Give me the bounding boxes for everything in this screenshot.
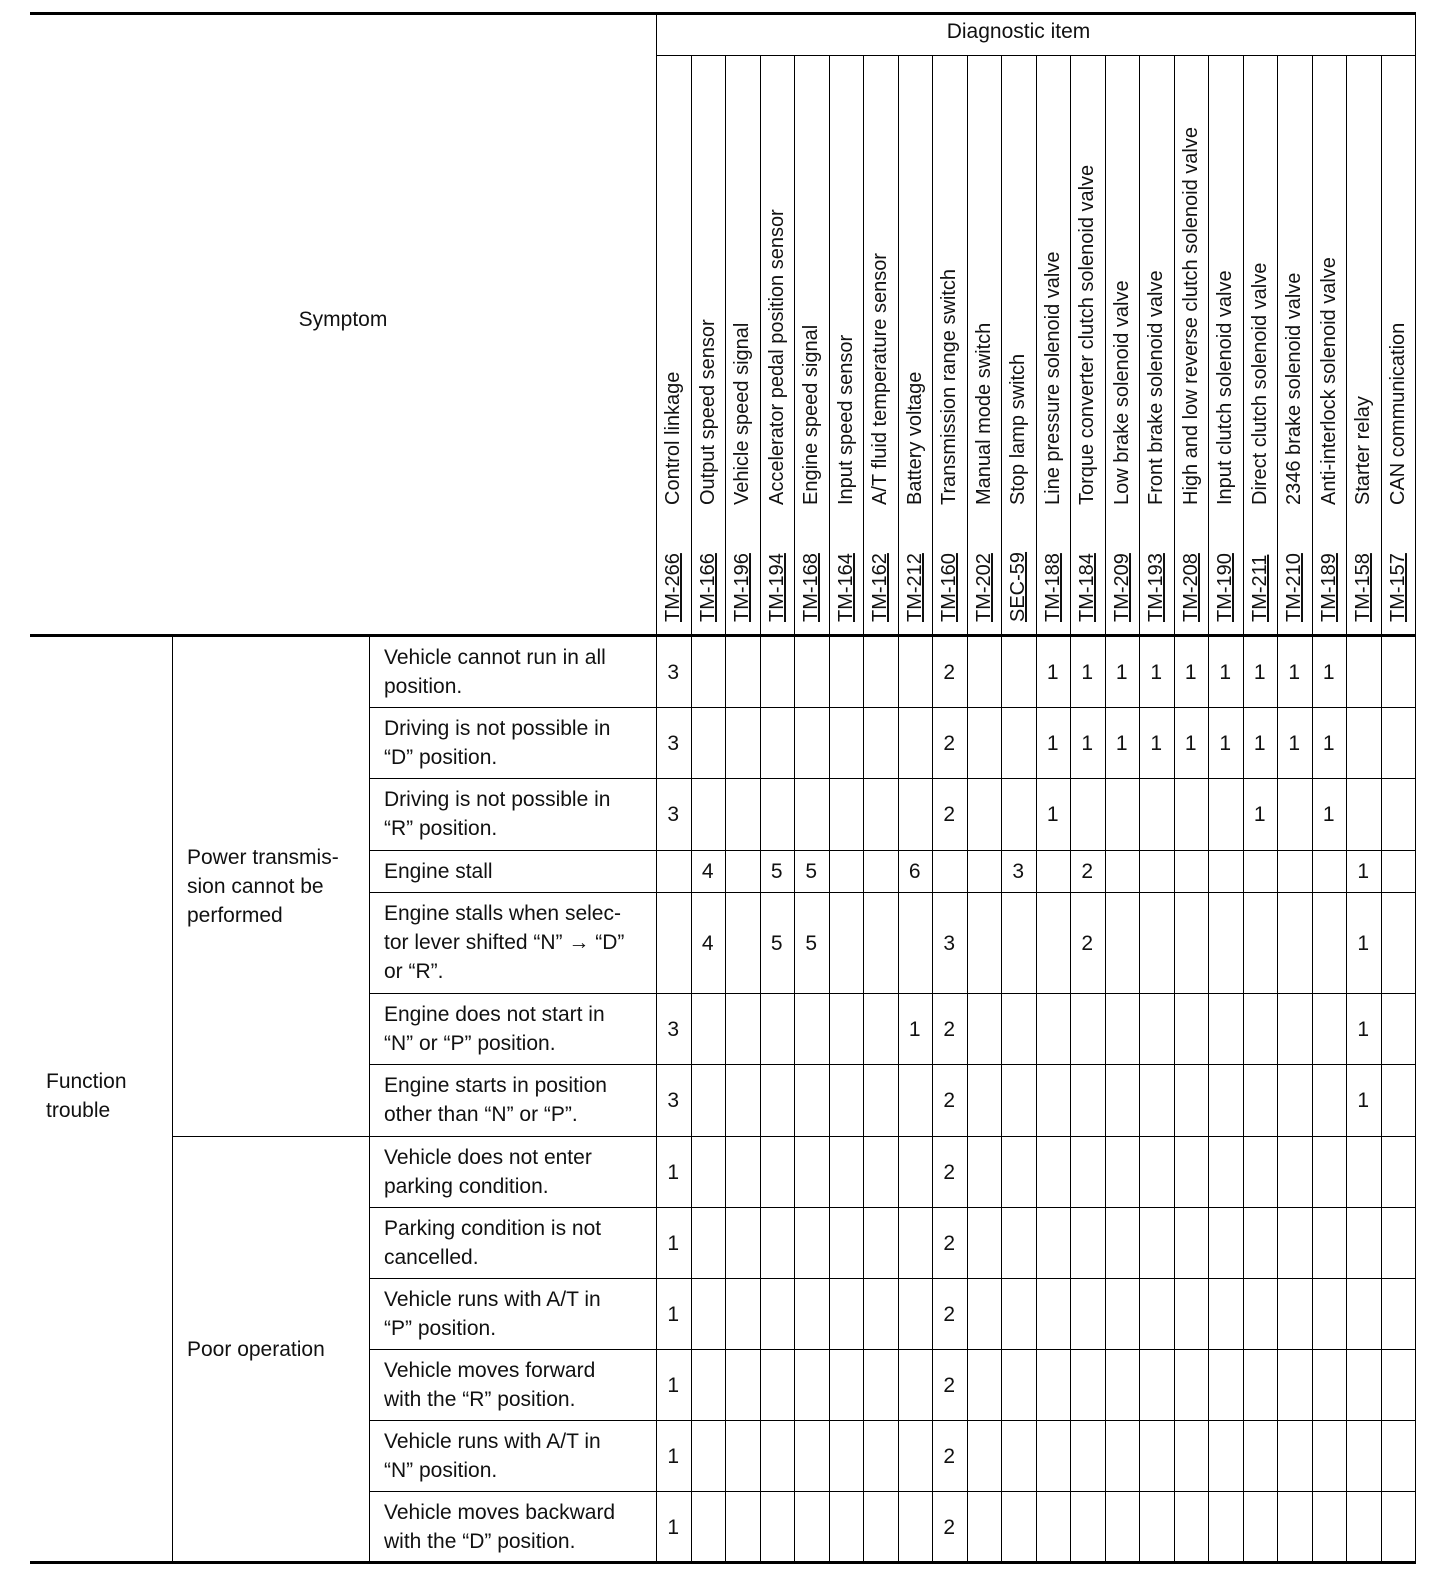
row-rule bbox=[369, 1207, 1416, 1208]
column-reference: TM-188 bbox=[1041, 553, 1064, 622]
column-rule bbox=[1001, 55, 1002, 1561]
cell-value: 4 bbox=[701, 931, 714, 955]
column-header: Line pressure solenoid valve bbox=[1041, 251, 1064, 505]
symptom-text: Vehicle does not enter bbox=[384, 1145, 592, 1169]
symptom-text: Vehicle cannot run in all bbox=[384, 645, 606, 669]
column-reference: TM-193 bbox=[1145, 553, 1168, 622]
cell-value: 1 bbox=[1081, 660, 1094, 684]
cell-value: 3 bbox=[1012, 860, 1025, 883]
symptom-text: position. bbox=[384, 674, 463, 698]
cell-value: 1 bbox=[667, 1231, 680, 1255]
cell-value: 1 bbox=[1357, 1089, 1370, 1112]
cell-value: 2 bbox=[943, 803, 956, 826]
symptom-text: Vehicle moves backward bbox=[384, 1500, 616, 1524]
cell-value: 1 bbox=[1357, 931, 1370, 955]
cell-value: 1 bbox=[667, 1302, 680, 1326]
category-label: Function bbox=[46, 1070, 127, 1093]
cell-value: 2 bbox=[943, 1089, 956, 1112]
cell-value: 1 bbox=[1288, 731, 1301, 755]
column-header: 2346 brake solenoid valve bbox=[1283, 272, 1306, 505]
cell-value: 1 bbox=[1150, 660, 1163, 684]
cell-value: 1 bbox=[1288, 660, 1301, 684]
column-header: Anti-interlock solenoid valve bbox=[1317, 257, 1340, 505]
column-reference: TM-196 bbox=[731, 553, 754, 622]
cell-value: 1 bbox=[1253, 803, 1266, 826]
column-rule bbox=[1139, 55, 1140, 1561]
cell-value: 2 bbox=[943, 731, 956, 755]
symptom-header: Symptom bbox=[298, 308, 388, 331]
cell-value: 3 bbox=[667, 1017, 680, 1041]
cell-value: 1 bbox=[667, 1515, 680, 1539]
row-rule bbox=[369, 778, 1416, 779]
cell-value: 1 bbox=[1115, 660, 1128, 684]
column-rule bbox=[967, 55, 968, 1561]
column-reference: TM-162 bbox=[869, 553, 892, 622]
symptom-text: Parking condition is not bbox=[384, 1216, 602, 1240]
cell-value: 1 bbox=[1253, 731, 1266, 755]
column-reference: TM-211 bbox=[1248, 554, 1271, 622]
symptom-text: Vehicle runs with A/T in bbox=[384, 1287, 601, 1311]
column-header: CAN communication bbox=[1386, 322, 1409, 505]
subsymptom-divider bbox=[369, 636, 370, 1561]
cell-value: 1 bbox=[1046, 660, 1059, 684]
column-header: Stop lamp switch bbox=[1007, 353, 1030, 505]
column-reference: TM-202 bbox=[972, 553, 995, 622]
column-rule bbox=[1277, 55, 1278, 1561]
diagnostic-item-header: Diagnostic item bbox=[946, 20, 1091, 43]
row-rule bbox=[369, 1491, 1416, 1492]
cell-value: 2 bbox=[1081, 931, 1094, 955]
group-label: performed bbox=[187, 903, 283, 927]
column-rule bbox=[794, 55, 795, 1561]
column-header: Direct clutch solenoid valve bbox=[1248, 262, 1271, 505]
cell-value: 5 bbox=[805, 860, 818, 883]
row-rule bbox=[369, 993, 1416, 994]
cell-value: 1 bbox=[1357, 1017, 1370, 1041]
symptom-text: Driving is not possible in bbox=[384, 716, 611, 740]
group-label: sion cannot be bbox=[187, 874, 324, 898]
cell-value: 5 bbox=[770, 860, 783, 883]
bottom-rule bbox=[30, 1561, 1416, 1564]
cell-value: 3 bbox=[943, 931, 956, 955]
top-rule bbox=[30, 12, 1416, 15]
column-reference: TM-208 bbox=[1179, 553, 1202, 622]
column-header: Starter relay bbox=[1352, 396, 1375, 505]
column-reference: TM-164 bbox=[834, 553, 857, 622]
column-header: A/T fluid temperature sensor bbox=[869, 253, 892, 505]
category-label: trouble bbox=[46, 1099, 111, 1122]
cell-value: 2 bbox=[943, 1444, 956, 1468]
symptom-text: parking condition. bbox=[384, 1174, 549, 1198]
column-rule bbox=[760, 55, 761, 1561]
symptom-text: or “R”. bbox=[384, 960, 444, 983]
symptom-text: Vehicle moves forward bbox=[384, 1358, 596, 1382]
column-rule bbox=[1415, 12, 1416, 1561]
cell-value: 1 bbox=[1219, 660, 1232, 684]
symptom-text: “N” position. bbox=[384, 1458, 498, 1482]
cell-value: 3 bbox=[667, 731, 680, 755]
symptom-text: with the “D” position. bbox=[384, 1529, 576, 1553]
cell-value: 1 bbox=[1115, 731, 1128, 755]
cell-value: 1 bbox=[908, 1017, 921, 1041]
cell-value: 1 bbox=[1357, 860, 1370, 883]
column-rule bbox=[863, 55, 864, 1561]
column-header: Control linkage bbox=[662, 371, 685, 505]
symptom-text: “N” or “P” position. bbox=[384, 1031, 556, 1055]
cell-value: 1 bbox=[1150, 731, 1163, 755]
column-rule bbox=[1381, 55, 1382, 1561]
column-rule bbox=[898, 55, 899, 1561]
cell-value: 2 bbox=[1081, 860, 1094, 883]
cell-value: 2 bbox=[943, 1373, 956, 1397]
column-reference: SEC-59 bbox=[1007, 551, 1030, 622]
symptom-text: “D” position. bbox=[384, 745, 498, 769]
cell-value: 1 bbox=[1253, 660, 1266, 684]
group-label: Power transmis- bbox=[187, 845, 339, 869]
symptom-text: Vehicle runs with A/T in bbox=[384, 1429, 601, 1453]
column-rule bbox=[829, 55, 830, 1561]
row-rule bbox=[369, 850, 1416, 851]
cell-value: 3 bbox=[667, 660, 680, 684]
column-header: Manual mode switch bbox=[972, 322, 995, 505]
cell-value: 1 bbox=[1184, 731, 1197, 755]
symptom-text: “P” position. bbox=[384, 1316, 497, 1340]
column-header: High and low reverse clutch solenoid valve bbox=[1179, 127, 1202, 505]
column-rule bbox=[691, 55, 692, 1561]
symptom-text: Driving is not possible in bbox=[384, 788, 611, 811]
symptom-text: tor lever shifted “N” → “D” bbox=[384, 931, 625, 954]
column-header: Transmission range switch bbox=[938, 268, 961, 505]
cell-value: 2 bbox=[943, 660, 956, 684]
column-rule bbox=[1070, 55, 1071, 1561]
row-rule bbox=[369, 1278, 1416, 1279]
column-rule bbox=[1105, 55, 1106, 1561]
column-reference: TM-266 bbox=[662, 553, 685, 622]
column-reference: TM-157 bbox=[1386, 553, 1409, 622]
column-rule bbox=[1208, 55, 1209, 1561]
cell-value: 1 bbox=[1046, 803, 1059, 826]
column-reference: TM-194 bbox=[765, 553, 788, 622]
symptom-text: Engine stall bbox=[384, 859, 493, 883]
column-header: Torque converter clutch solenoid valve bbox=[1076, 164, 1099, 505]
column-header: Input clutch solenoid valve bbox=[1214, 270, 1237, 505]
cell-value: 1 bbox=[1322, 803, 1335, 826]
symptom-text: cancelled. bbox=[384, 1245, 479, 1269]
row-rule bbox=[369, 1349, 1416, 1350]
column-header: Front brake solenoid valve bbox=[1145, 270, 1168, 505]
cell-value: 1 bbox=[1322, 660, 1335, 684]
column-header: Battery voltage bbox=[903, 371, 926, 505]
column-header: Low brake solenoid valve bbox=[1110, 280, 1133, 505]
row-rule bbox=[369, 1064, 1416, 1065]
cell-value: 2 bbox=[943, 1160, 956, 1184]
cell-value: 2 bbox=[943, 1017, 956, 1041]
cell-value: 1 bbox=[1184, 660, 1197, 684]
row-rule bbox=[369, 892, 1416, 893]
cell-value: 1 bbox=[1322, 731, 1335, 755]
symptom-text: other than “N” or “P”. bbox=[384, 1103, 578, 1126]
group-divider bbox=[172, 636, 173, 1561]
column-rule bbox=[725, 55, 726, 1561]
column-reference: TM-158 bbox=[1352, 553, 1375, 622]
column-reference: TM-160 bbox=[938, 553, 961, 622]
symptom-text: Engine stalls when selec- bbox=[384, 902, 621, 925]
symptom-divider bbox=[656, 12, 657, 1561]
column-rule bbox=[1174, 55, 1175, 1561]
column-reference: TM-209 bbox=[1110, 553, 1133, 622]
cell-value: 4 bbox=[701, 860, 714, 883]
cell-value: 6 bbox=[908, 860, 921, 883]
column-header: Input speed sensor bbox=[834, 334, 857, 505]
cell-value: 2 bbox=[943, 1302, 956, 1326]
symptom-text: with the “R” position. bbox=[384, 1387, 576, 1411]
column-header: Vehicle speed signal bbox=[731, 322, 754, 505]
column-reference: TM-168 bbox=[800, 553, 823, 622]
column-reference: TM-212 bbox=[903, 553, 926, 622]
cell-value: 1 bbox=[1046, 731, 1059, 755]
row-rule bbox=[369, 1420, 1416, 1421]
column-rule bbox=[1346, 55, 1347, 1561]
column-reference: TM-189 bbox=[1317, 553, 1340, 622]
column-reference: TM-166 bbox=[696, 553, 719, 622]
column-reference: TM-190 bbox=[1214, 553, 1237, 622]
column-reference: TM-210 bbox=[1283, 553, 1306, 622]
group-label: Poor operation bbox=[187, 1337, 325, 1361]
cell-value: 1 bbox=[667, 1160, 680, 1184]
cell-value: 1 bbox=[667, 1444, 680, 1468]
symptom-text: Engine does not start in bbox=[384, 1002, 605, 1026]
cell-value: 5 bbox=[805, 931, 818, 955]
column-header: Engine speed signal bbox=[800, 324, 823, 505]
cell-value: 3 bbox=[667, 803, 680, 826]
row-rule bbox=[369, 707, 1416, 708]
cell-value: 2 bbox=[943, 1231, 956, 1255]
cell-value: 1 bbox=[667, 1373, 680, 1397]
column-reference: TM-184 bbox=[1076, 553, 1099, 622]
column-header: Output speed sensor bbox=[696, 319, 719, 505]
cell-value: 2 bbox=[943, 1515, 956, 1539]
column-header: Accelerator pedal position sensor bbox=[765, 209, 788, 505]
symptom-text: “R” position. bbox=[384, 817, 498, 840]
cell-value: 3 bbox=[667, 1089, 680, 1112]
symptom-text: Engine starts in position bbox=[384, 1074, 607, 1097]
cell-value: 1 bbox=[1081, 731, 1094, 755]
cell-value: 5 bbox=[770, 931, 783, 955]
cell-value: 1 bbox=[1219, 731, 1232, 755]
